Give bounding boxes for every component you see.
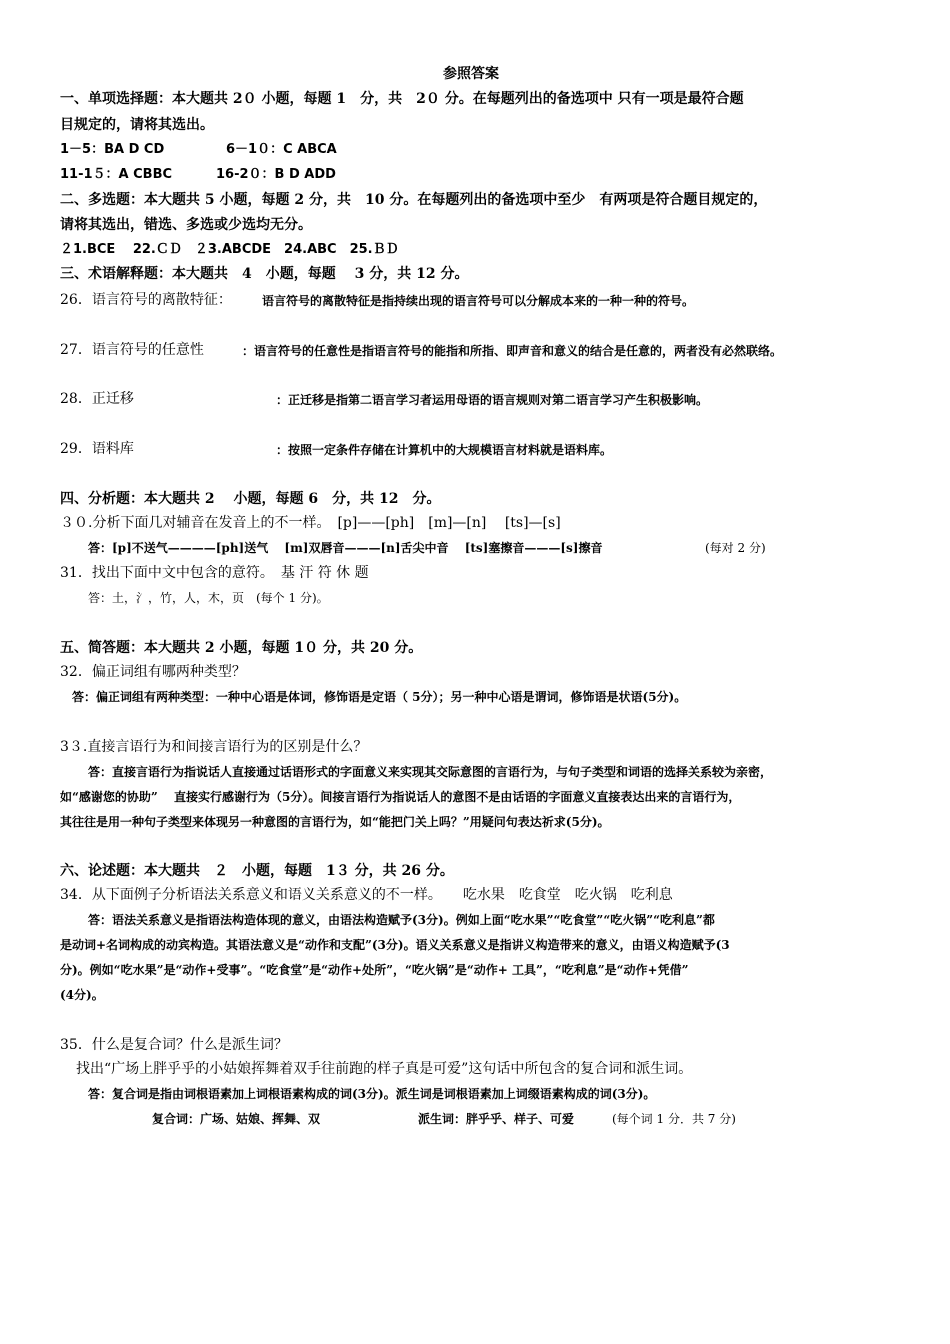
answer-34-line-2: 是动词+名词构成的动宾构造。其语法意义是“动作和支配”(3分)。语义关系意义是指讲义构造带来的意义，由语义构造赋予(3 — [60, 938, 730, 952]
section-3-header: 三、术语解释题：本大题共 4 小题，每题 3 分，共 12 分。 — [60, 266, 469, 282]
answer-34-line-4: (4分)。 — [60, 988, 104, 1002]
question-31: 31．找出下面中文中包含的意符。 基 汗 符 休 题 — [60, 565, 369, 581]
answer-31: 答：土，氵，竹，人，木，页 (每个 1 分)。 — [88, 591, 329, 605]
answers-11-15: 11-1５：A CBBC — [60, 167, 173, 182]
answer-33-line-1: 答：直接言语行为指说话人直接通过话语形式的字面意义来实现其交际意图的言语行为，与句子类型和词语的选择关系较为亲密， — [88, 765, 773, 779]
term-26-answer: 语言符号的离散特征是指持续出现的语言符号可以分解成本来的一种一种的符号。 — [262, 294, 695, 308]
answer-32: 答：偏正词组有两种类型：一种中心语是体词，修饰语是定语（ 5分）；另一种中心语是谓词，修饰语是状语(5分)。 — [72, 690, 687, 704]
term-28-label: 28．正迁移 — [60, 391, 134, 407]
term-26-label: 26．语言符号的离散特征： — [60, 292, 232, 308]
section-1-header-line-2: 目规定的，请将其选出。 — [60, 117, 214, 133]
section-2-header-line-1: 二、多选题：本大题共 5 小题，每题 2 分，共 10 分。在每题列出的备选项中至少 有两项是符合题目规定的， — [60, 192, 768, 208]
answers-21-25: ２1.BCE 22.ＣＤ ２3.ABCDE 24.ABC 25.ＢＤ — [60, 242, 399, 257]
term-29-answer: ：按照一定条件存储在计算机中的大规模语言材料就是语料库。 — [276, 443, 613, 457]
question-32: 32．偏正词组有哪两种类型？ — [60, 664, 246, 680]
question-33: 3３.直接言语行为和间接言语行为的区别是什么？ — [60, 739, 368, 755]
section-6-header: 六、论述题：本大题共 ２ 小题，每题 1３ 分，共 26 分。 — [60, 863, 454, 879]
answers-1-5: 1－5：BA D CD — [60, 142, 165, 157]
page-title: 参照答案 — [443, 66, 499, 82]
term-29-label: 29．语料库 — [60, 441, 134, 457]
answer-35: 答：复合词是指由词根语素加上词根语素构成的词(3分)。派生词是词根语素加上词缀语素构成的词(3分)。 — [88, 1087, 656, 1101]
answer-33-line-2: 如“感谢您的协助” 直接实行感谢行为（5分）。间接言语行为指说话人的意图不是由话语的字面意义直接表达出来的言语行为， — [60, 790, 741, 804]
question-35-line-2: 找出“广场上胖乎乎的小姑娘挥舞着双手往前跑的样子真是可爱”这句话中所包含的复合词和派生词。 — [76, 1061, 693, 1077]
answers-6-10: 6－1０：C ABCA — [226, 142, 337, 157]
section-2-header-line-2: 请将其选出，错选、多选或少选均无分。 — [60, 217, 312, 233]
term-27-label: 27．语言符号的任意性 — [60, 342, 204, 358]
answer-34-line-1: 答：语法关系意义是指语法构造体现的意义，由语法构造赋予(3分)。例如上面“吃水果”“吃食堂”“吃火锅”“吃利息”都 — [88, 913, 715, 927]
term-28-answer: ：正迁移是指第二语言学习者运用母语的语言规则对第二语言学习产生积极影响。 — [276, 393, 709, 407]
question-30: ３０.分析下面几对辅音在发音上的不一样。 [p]——[ph] [m]—[n] [ts]—[s] — [60, 515, 561, 531]
answer-35-score-note: (每个词 1 分．共 7 分) — [612, 1112, 736, 1126]
answer-30-score-note: (每对 2 分) — [705, 541, 766, 555]
answer-34-line-3: 分)。例如“吃水果”是“动作+受事”。“吃食堂”是“动作+处所”，“吃火锅”是“动作+ 工具”，“吃利息”是“动作+凭借” — [60, 963, 689, 977]
answer-33-line-3: 其往往是用一种句子类型来体现另一种意图的言语行为，如“能把门关上吗？”用疑问句表达祈求(5分)。 — [60, 815, 610, 829]
answer-35-compound-words: 复合词：广场、姑娘、挥舞、双 — [152, 1112, 321, 1126]
answer-35-derived-words: 派生词：胖乎乎、样子、可爱 — [418, 1112, 575, 1126]
question-34: 34．从下面例子分析语法关系意义和语义关系意义的不一样。 吃水果 吃食堂 吃火锅 吃利息 — [60, 887, 673, 903]
section-1-header-line-1: 一、单项选择题：本大题共 2０ 小题，每题 1 分，共 2０ 分。在每题列出的备选项中 只有一项是最符合题 — [60, 91, 744, 107]
answers-16-20: 16-2０：B D ADD — [216, 167, 336, 182]
question-35-line-1: 35．什么是复合词？什么是派生词？ — [60, 1037, 288, 1053]
section-5-header: 五、简答题：本大题共 2 小题，每题 1０ 分，共 20 分。 — [60, 640, 423, 656]
term-27-answer: ：语言符号的任意性是指语言符号的能指和所指、即声音和意义的结合是任意的，两者没有必然联络。 — [242, 344, 783, 358]
answer-30: 答：[p]不送气————[ph]送气 [m]双唇音———[n]舌尖中音 [ts]塞擦音———[s]擦音 — [88, 541, 603, 555]
section-4-header: 四、分析题：本大题共 2 小题，每题 6 分，共 12 分。 — [60, 491, 441, 507]
